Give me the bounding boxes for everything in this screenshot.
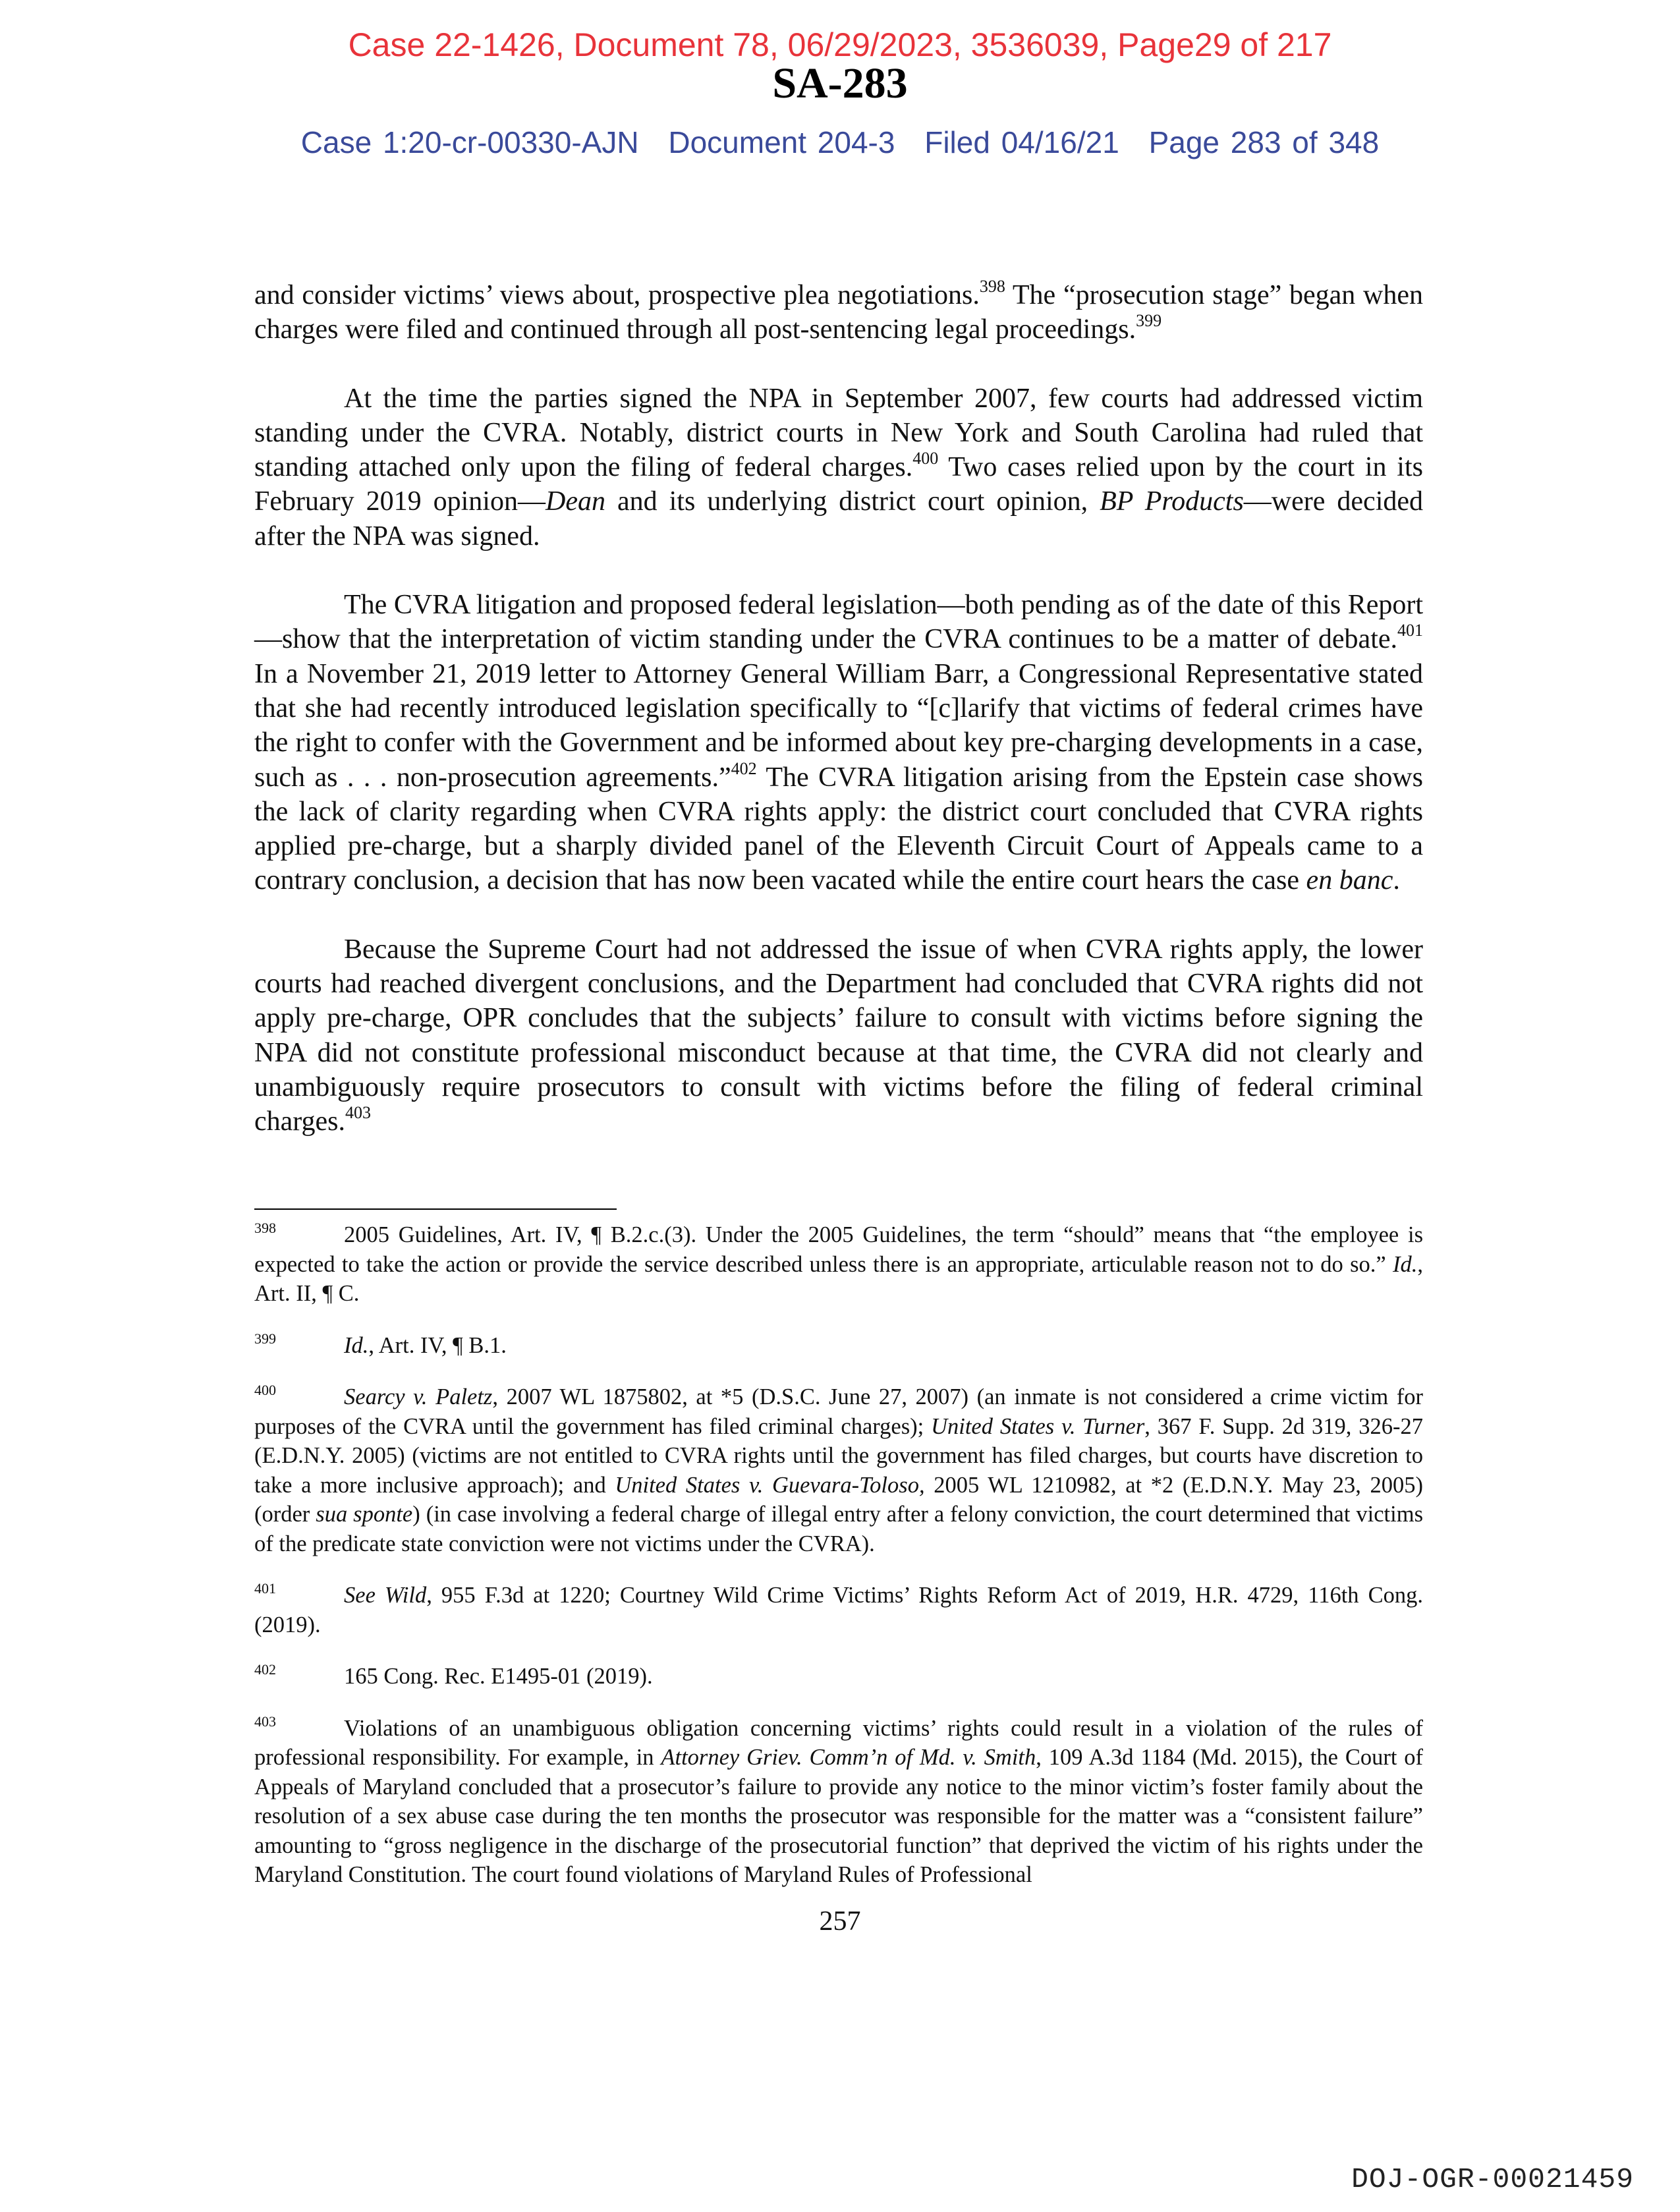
sa-page-number: SA-283 bbox=[772, 59, 908, 107]
footnote-ref[interactable]: 403 bbox=[345, 1103, 371, 1123]
latin-term-italic: sua sponte bbox=[316, 1502, 413, 1527]
footnote-ref[interactable]: 400 bbox=[912, 449, 939, 468]
latin-term-italic: en banc bbox=[1306, 865, 1393, 896]
footnote-398: 398 2005 Guidelines, Art. IV, ¶ B.2.c.(3). Under the 2005 Guidelines, the term “should” means that “the employee is expected to take the action or provide the service described unless there is an appropriate, articulable reason not to do so.” Id., Art. II, ¶ C. bbox=[254, 1220, 1423, 1306]
paragraph-text: . bbox=[1393, 865, 1400, 896]
footnote-ref[interactable]: 398 bbox=[979, 277, 1005, 296]
footnote-402: 402 165 Cong. Rec. E1495-01 (2019). bbox=[254, 1661, 653, 1689]
body-text bbox=[254, 278, 1423, 1174]
citation-italic: United States v. Guevara-Toloso, bbox=[615, 1472, 925, 1498]
paragraph-text: Two cases relied upon by the court in its February 2019 opinion— bbox=[254, 452, 1423, 517]
footnote-text: ) (in case involving a federal charge of illegal entry after a felony conviction, the court determined that victims of the predicate state conviction were not victims under the CVRA). bbox=[254, 1502, 1423, 1556]
case-name-italic: BP Products bbox=[1100, 486, 1244, 517]
footnote-ref[interactable]: 401 bbox=[1397, 621, 1423, 640]
footnote-ref[interactable]: 399 bbox=[1136, 311, 1162, 331]
footnote-ref[interactable]: 402 bbox=[731, 758, 757, 778]
citation-italic: United States v. Turner bbox=[931, 1413, 1145, 1439]
footnote-text: , 109 A.3d 1184 (Md. 2015), the Court of Appeals of Maryland concluded that a prosecutor’s failure to provide any notice to the minor victim’s foster family about the resolution of a sex abuse case during the ten months the prosecutor was responsible for the matter was a “consistent failure” amounting to “gross negligence in the discharge of the prosecutorial function” that deprived the victim of his rights under the Maryland Constitution. The court found violations of Maryland Rules of Professional bbox=[254, 1745, 1424, 1887]
appellate-case-stamp: Case 22-1426, Document 78, 06/29/2023, 3536039, Page29 of 217 bbox=[348, 26, 1332, 63]
district-document-number: Document 204-3 bbox=[668, 125, 895, 159]
footnote-text: , Art. II, ¶ C. bbox=[254, 1251, 1423, 1306]
page-number: 257 bbox=[819, 1906, 861, 1937]
footnote-text: 2005 Guidelines, Art. IV, ¶ B.2.c.(3). Under the 2005 Guidelines, the term “should” means that “the employee is expected to take the action or provide the service described unless there is an appropriate, articulable reason not to do so.” bbox=[254, 1222, 1423, 1277]
citation-italic: Attorney Griev. Comm’n of Md. v. Smith bbox=[661, 1745, 1036, 1770]
paragraph-text: The “prosecution stage” began when charges were filed and continued through all post-sentencing legal proceedings. bbox=[254, 280, 1423, 345]
district-case-number: Case 1:20-cr-00330-AJN bbox=[300, 125, 639, 159]
citation-italic: Searcy v. Paletz bbox=[344, 1384, 493, 1409]
footnote-separator bbox=[254, 1208, 617, 1210]
footnote-399: 399 Id., Art. IV, ¶ B.1. bbox=[254, 1330, 507, 1358]
footnotes bbox=[254, 1220, 1423, 1912]
paragraph-text: In a November 21, 2019 letter to Attorney General William Barr, a Congressional Representative stated that she had recently introduced legislation specifically to “[c]larify that victims of federal crimes have the right to confer with the Government and be informed about key pre-charging developments in a case, such as . . . non-prosecution agreements.” bbox=[254, 658, 1423, 793]
footnote-text: , Art. IV, ¶ B.1. bbox=[368, 1332, 507, 1358]
paragraph-text: Because the Supreme Court had not addressed the issue of when CVRA rights apply, the lower courts had reached divergent conclusions, and the Department had concluded that CVRA rights did not apply pre-charge, OPR concludes that the subjects’ failure to consult with victims before signing the NPA did not constitute professional misconduct because at that time, the CVRA did not clearly and unambiguously require prosecutors to consult with victims before the filing of federal criminal charges. bbox=[254, 934, 1423, 1137]
citation-italic: Id. bbox=[344, 1332, 369, 1358]
footnote-400: 400 Searcy v. Paletz, 2007 WL 1875802, at *5 (D.S.C. June 27, 2007) (an inmate is not considered a crime victim for purposes of the CVRA until the government has filed criminal charges); United States v. Turner, 367 F. Supp. 2d 319, 326-27 (E.D.N.Y. 2005) (victims are not entitled to CVRA rights until the government has filed charges, but courts have discretion to take a more inclusive approach); and United States v. Guevara-Toloso, 2005 WL 1210982, at *2 (E.D.N.Y. May 23, 2005) (order sua sponte) (in case involving a federal charge of illegal entry after a felony conviction, the court determined that victims of the predicate state conviction were not victims under the CVRA). bbox=[254, 1382, 1424, 1556]
paragraph-1 bbox=[254, 278, 1423, 347]
paragraph-4 bbox=[254, 932, 1423, 1139]
paragraph-text: —were decided after the NPA was signed. bbox=[254, 486, 1424, 552]
paragraph-text: and its underlying district court opinion, bbox=[605, 486, 1100, 517]
paragraph-3 bbox=[254, 588, 1423, 898]
paragraph-2 bbox=[254, 382, 1423, 553]
footnote-text: 165 Cong. Rec. E1495-01 (2019). bbox=[344, 1664, 653, 1689]
footnote-text: , 955 F.3d at 1220; Courtney Wild Crime Victims’ Rights Reform Act of 2019, H.R. 4729, 116th Cong. (2019). bbox=[254, 1583, 1423, 1637]
paragraph-text: The CVRA litigation and proposed federal legislation—both pending as of the date of this Report—show that the interpretation of victim standing under the CVRA continues to be a matter of debate. bbox=[254, 590, 1423, 655]
district-page-count: Page 283 of 348 bbox=[1148, 125, 1380, 159]
footnote-text: , 367 F. Supp. 2d 319, 326-27 (E.D.N.Y. 2005) (victims are not entitled to CVRA rights until the government has filed charges, but courts have discretion to take a more inclusive approach); and bbox=[254, 1413, 1423, 1498]
citation-italic: Id. bbox=[1393, 1251, 1418, 1277]
paragraph-text: The CVRA litigation arising from the Epstein case shows the lack of clarity regarding when CVRA rights apply: the district court concluded that CVRA rights applied pre-charge, but a sharply divided panel of the Eleventh Circuit Court of Appeals came to a contrary conclusion, a decision that has now been vacated while the entire court hears the case bbox=[254, 762, 1423, 896]
paragraph-text: and consider victims’ views about, prospective plea negotiations. bbox=[254, 280, 980, 310]
footnote-text: Violations of an unambiguous obligation concerning victims’ rights could result in a violation of the rules of professional responsibility. For example, in bbox=[254, 1715, 1423, 1770]
district-case-stamp bbox=[0, 125, 1680, 159]
case-name-italic: Dean bbox=[545, 486, 605, 517]
bates-number: DOJ-OGR-00021459 bbox=[1351, 2163, 1634, 2196]
footnote-text: , 2007 WL 1875802, at *5 (D.S.C. June 27, 2007) (an inmate is not considered a crime victim for purposes of the CVRA until the government has filed criminal charges); bbox=[254, 1384, 1423, 1439]
paragraph-text: At the time the parties signed the NPA in September 2007, few courts had addressed victim standing under the CVRA. Notably, district courts in New York and South Carolina had ruled that standing attached only upon the filing of federal charges. bbox=[254, 383, 1423, 483]
citation-italic: See Wild bbox=[344, 1583, 427, 1608]
footnote-text: 2005 WL 1210982, at *2 (E.D.N.Y. May 23, 2005) (order bbox=[254, 1472, 1424, 1527]
footnote-403: 403 Violations of an unambiguous obligation concerning victims’ rights could result in a violation of the rules of professional responsibility. For example, in Attorney Griev. Comm’n of Md. v. Smith, 109 A.3d 1184 (Md. 2015), the Court of Appeals of Maryland concluded that a prosecutor’s failure to provide any notice to the minor victim’s foster family about the resolution of a sex abuse case during the ten months the prosecutor was responsible for the matter was a “consistent failure” amounting to “gross negligence in the discharge of the prosecutorial function” that deprived the victim of his rights under the Maryland Constitution. The court found violations of Maryland Rules of Professional bbox=[254, 1713, 1424, 1887]
footnote-401: 401 See Wild, 955 F.3d at 1220; Courtney Wild Crime Victims’ Rights Reform Act of 2019, H.R. 4729, 116th Cong. (2019). bbox=[254, 1580, 1423, 1637]
district-filed-date: Filed 04/16/21 bbox=[924, 125, 1119, 159]
